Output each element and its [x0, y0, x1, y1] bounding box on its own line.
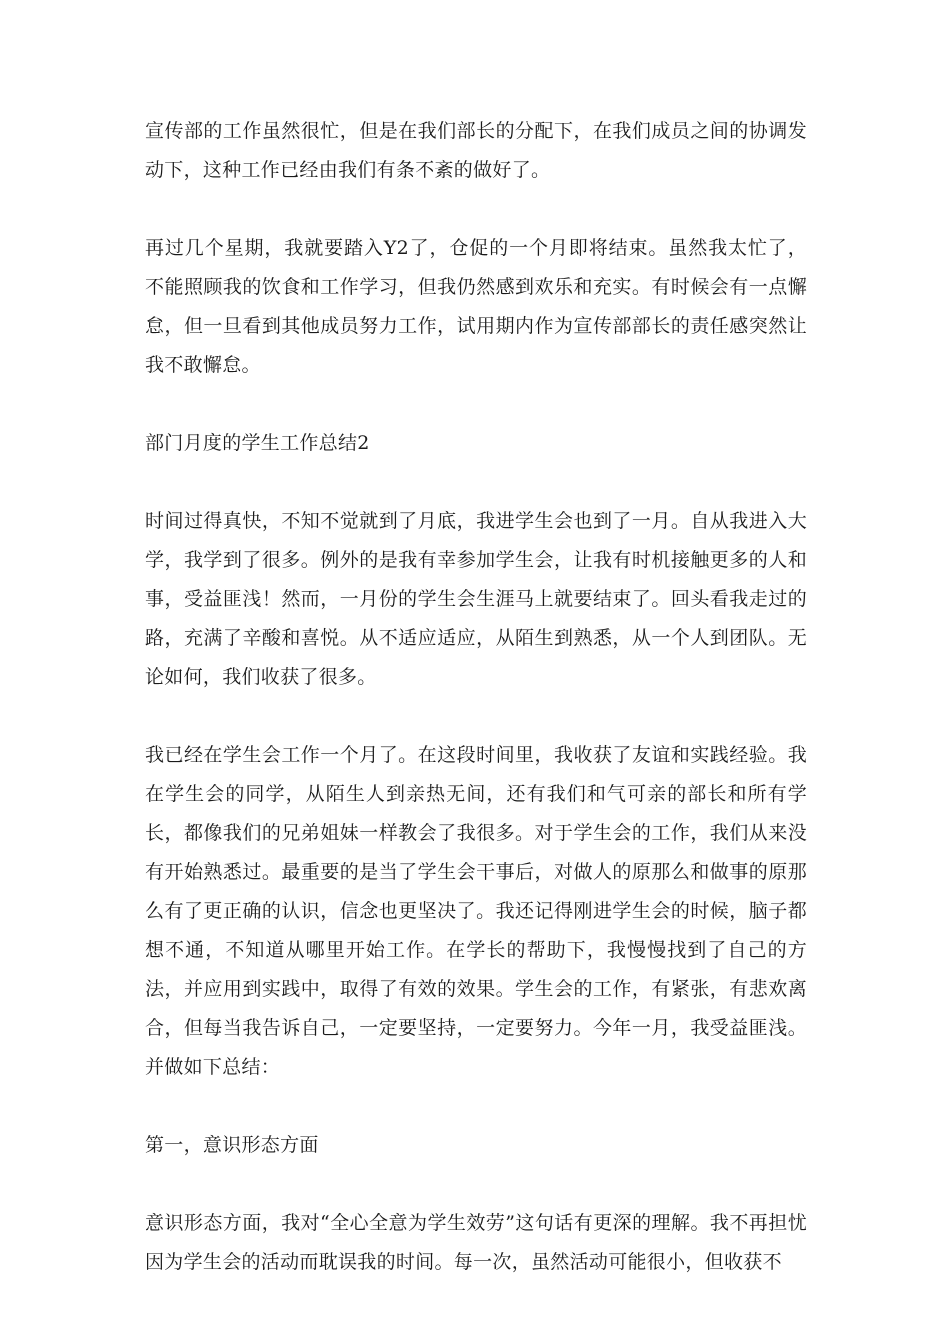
paragraph-time-flies: 时间过得真快，不知不觉就到了月底，我进学生会也到了一月。自从我进入大学，我学到了很多。例外的是我有幸参加学生会，让我有时机接触更多的人和事，受益匪浅！然而，一月份的学生会生涯马上就要结束了。回头看我走过的路，充满了辛酸和喜悦。从不适应适应，从陌生到熟悉，从一个人到团队。无论如何，我们收获了很多。	[145, 510, 807, 688]
section-title-summary-2: 部门月度的学生工作总结2	[145, 432, 370, 454]
paragraph-one-month-work: 我已经在学生会工作一个月了。在这段时间里，我收获了友谊和实践经验。我在学生会的同学，从陌生人到亲热无间，还有我们和气可亲的部长和所有学长，都像我们的兄弟姐妹一样教会了我很多。对于学生会的工作，我们从来没有开始熟悉过。最重要的是当了学生会干事后，对做人的原那么和做事的原那么有了更正确的认识，信念也更坚决了。我还记得刚进学生会的时候，脑子都想不通，不知道从哪里开始工作。在学长的帮助下，我慢慢找到了自己的方法，并应用到实践中，取得了有效的效果。学生会的工作，有紧张，有悲欢离合，但每当我告诉自己，一定要坚持，一定要努力。今年一月，我受益匪浅。并做如下总结：	[145, 744, 807, 1078]
paragraph-propaganda-work: 宣传部的工作虽然很忙，但是在我们部长的分配下，在我们成员之间的协调发动下，这种工作已经由我们有条不紊的做好了。	[145, 120, 807, 181]
paragraph-ideology: 意识形态方面，我对“全心全意为学生效劳”这句话有更深的理解。我不再担忧因为学生会的活动而耽误我的时间。每一次，虽然活动可能很小，但收获不	[145, 1212, 807, 1273]
document-body	[145, 112, 807, 1321]
paragraph-y2-reflection: 再过几个星期，我就要踏入Y2了，仓促的一个月即将结束。虽然我太忙了，不能照顾我的饮食和工作学习，但我仍然感到欢乐和充实。有时候会有一点懈怠，但一旦看到其他成员努力工作，试用期内作为宣传部部长的责任感突然让我不敢懈怠。	[145, 237, 807, 376]
section-title-ideology: 第一，意识形态方面	[145, 1134, 319, 1156]
